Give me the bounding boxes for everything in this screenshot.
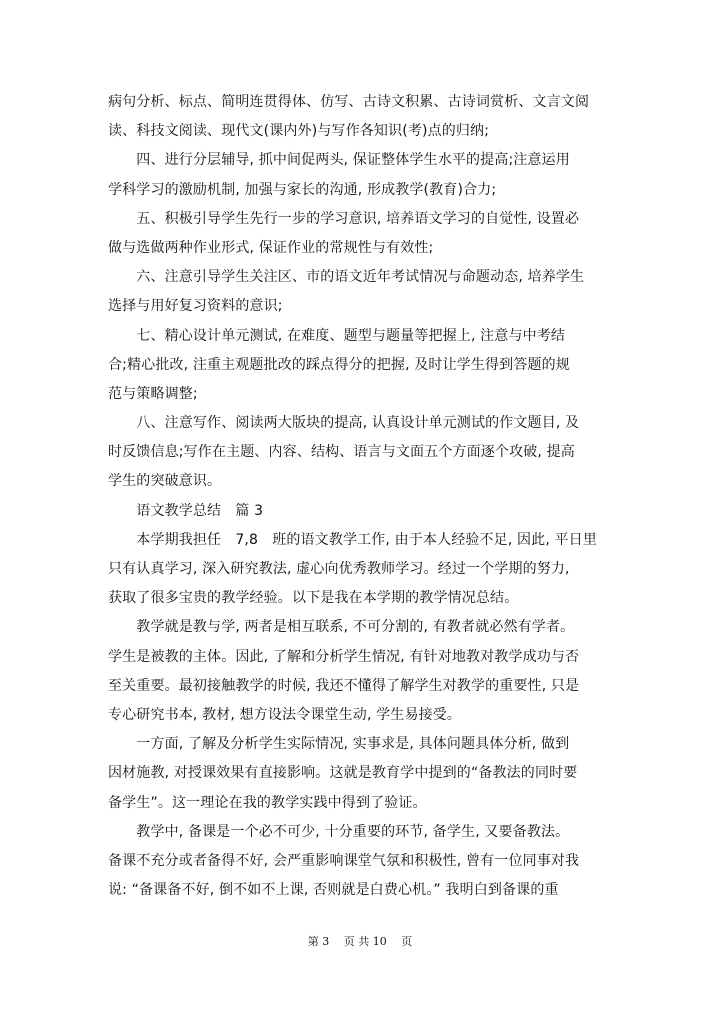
text-line: 教学中, 备课是一个必不可少, 十分重要的环节, 备学生, 又要备教法。	[108, 823, 570, 840]
text-line: 本学期我担任 7,8 班的语文教学工作, 由于本人经验不足, 因此, 平日里	[108, 531, 597, 548]
text-line: 教学就是教与学, 两者是相互联系, 不可分割的, 有教者就必然有学者。	[108, 619, 575, 636]
text-line: 学生是被教的主体。因此, 了解和分析学生情况, 有针对地教对教学成功与否	[108, 648, 580, 665]
text-line: 说: “备课备不好, 倒不如不上课, 否则就是白费心机。” 我明白到备课的重	[108, 882, 559, 899]
text-line: 一方面, 了解及分析学生实际情况, 实事求是, 具体问题具体分析, 做到	[108, 736, 570, 753]
text-line: 病句分析、标点、简明连贯得体、仿写、古诗文积累、古诗词赏析、文言文阅	[108, 94, 590, 110]
text-line: 学生的突破意识。	[108, 473, 222, 490]
text-line: 读、科技文阅读、现代文(课内外)与写作各知识(考)点的归纳;	[108, 123, 490, 140]
text-line: 时反馈信息;写作在主题、内容、结构、语言与文面五个方面逐个攻破, 提高	[108, 444, 575, 461]
text-line: 备学生”。这一理论在我的教学实践中得到了验证。	[108, 794, 427, 811]
text-line: 四、进行分层辅导, 抓中间促两头, 保证整体学生水平的提高;注意运用	[108, 152, 570, 169]
text-line: 备课不充分或者备得不好, 会严重影响课堂气氛和积极性, 曾有一位同事对我	[108, 852, 580, 869]
text-line: 做与选做两种作业形式, 保证作业的常规性与有效性;	[108, 239, 434, 256]
text-line: 只有认真学习, 深入研究教法, 虚心向优秀教师学习。经过一个学期的努力,	[108, 561, 570, 577]
text-line: 语文教学总结 篇 3	[108, 502, 264, 519]
text-line: 因材施教, 对授课效果有直接影响。这就是教育学中提到的“备教法的同时要	[108, 765, 578, 782]
text-line: 专心研究书本, 教材, 想方设法令课堂生动, 学生易接受。	[108, 706, 462, 723]
text-line: 六、注意引导学生关注区、市的语文近年考试情况与命题动态, 培养学生	[108, 269, 585, 286]
text-line: 合;精心批改, 注重主观题批改的踩点得分的把握, 及时让学生得到答题的规	[108, 356, 570, 373]
text-line: 学科学习的激励机制, 加强与家长的沟通, 形成教学(教育)合力;	[108, 181, 497, 198]
text-line: 五、积极引导学生先行一步的学习意识, 培养语文学习的自觉性, 设置必	[108, 210, 580, 227]
text-line: 范与策略调整;	[108, 385, 198, 402]
page-footer: 第 3 页 共 10 页	[307, 935, 413, 948]
text-line: 至关重要。最初接触教学的时候, 我还不懂得了解学生对教学的重要性, 只是	[108, 677, 580, 694]
text-line: 八、注意写作、阅读两大版块的提高, 认真设计单元测试的作文题目, 及	[108, 415, 580, 432]
body-text	[108, 88, 608, 905]
text-line: 七、精心设计单元测试, 在难度、题型与题量等把握上, 注意与中考结	[108, 327, 566, 344]
text-line: 选择与用好复习资料的意识;	[108, 298, 283, 315]
text-line: 获取了很多宝贵的教学经验。以下是我在本学期的教学情况总结。	[108, 590, 519, 607]
